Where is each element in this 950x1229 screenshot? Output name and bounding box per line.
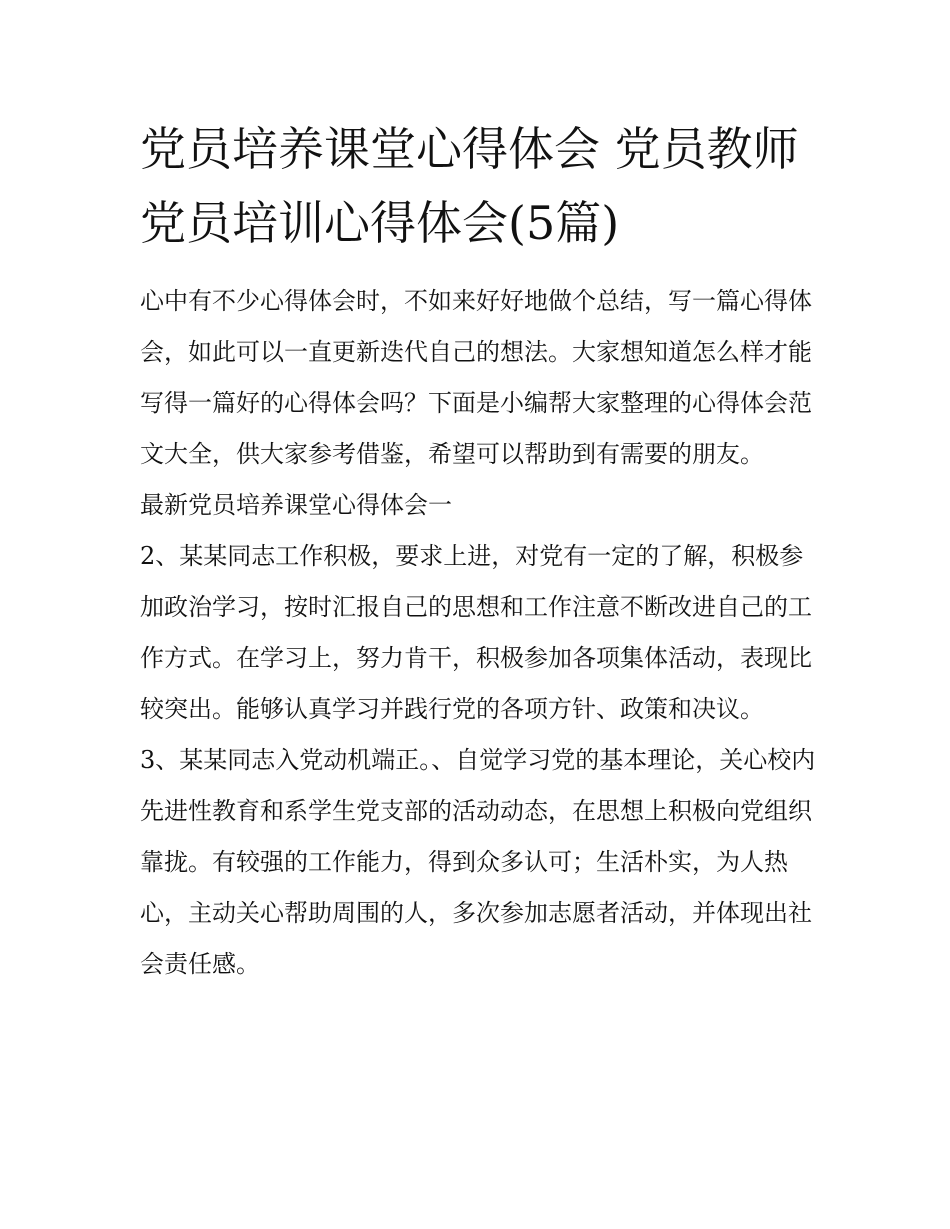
body-paragraph-3: 3、某某同志入党动机端正。、自觉学习党的基本理论，关心校内先进性教育和系学生党支部的活动动态，在思想上积极向党组织靠拢。有较强的工作能力，得到众多认可；生活朴实，为人热心，主动关心帮助周围的人，多次参加志愿者活动，并体现出社会责任感。	[140, 746, 816, 978]
intro-paragraph: 心中有不少心得体会时，不如来好好地做个总结，写一篇心得体会，如此可以一直更新迭代自己的想法。大家想知道怎么样才能写得一篇好的心得体会吗？下面是小编帮大家整理的心得体会范文大全，供大家参考借鉴，希望可以帮助到有需要的朋友。	[140, 287, 812, 468]
body-paragraph-2: 2、某某同志工作积极，要求上进，对党有一定的了解，积极参加政治学习，按时汇报自己的思想和工作注意不断改进自己的工作方式。在学习上，努力肯干，积极参加各项集体活动，表现比较突出。能够认真学习并践行党的各项方针、政策和决议。	[140, 542, 812, 723]
document-title: 党员培养课堂心得体会 党员教师党员培训心得体会(5篇)	[140, 122, 799, 250]
section-heading: 最新党员培养课堂心得体会一	[140, 491, 452, 519]
document-content	[140, 112, 820, 990]
